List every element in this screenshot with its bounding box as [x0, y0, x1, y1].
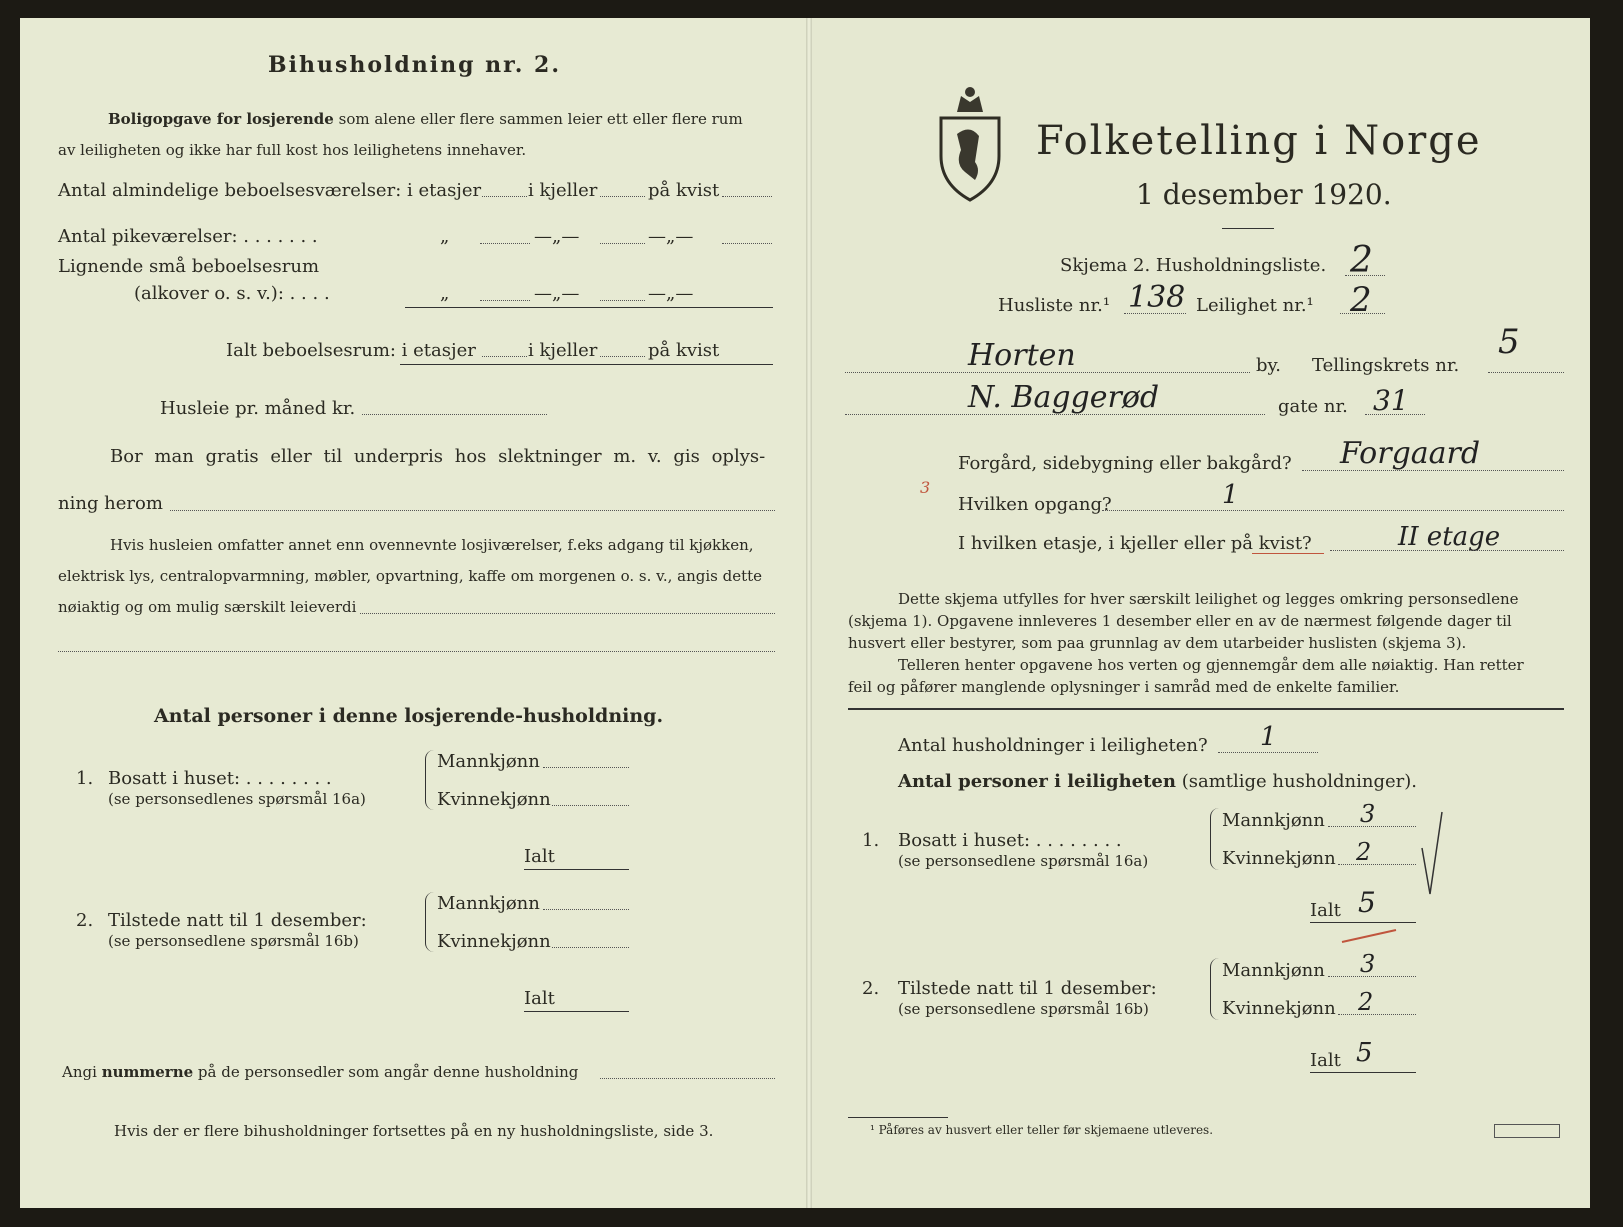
- pike-ditto-3: —„—: [648, 226, 694, 247]
- right-item2-sub: (se personsedlene spørsmål 16b): [898, 1000, 1149, 1018]
- left-item1-mann: Mannkjønn: [437, 751, 540, 772]
- left-item1-ialt: Ialt: [524, 846, 555, 867]
- footnote: ¹ Påføres av husvert eller teller før skjemaene utleveres.: [870, 1123, 1214, 1137]
- left-heading: Bihusholdning nr. 2.: [268, 52, 561, 78]
- skjema-label: Skjema 2. Husholdningsliste.: [1060, 255, 1327, 276]
- persons-heading-right: Antal personer i leiligheten (samtlige husholdninger).: [898, 771, 1418, 792]
- pike-question: Antal pikeværelser: . . . . . . .: [58, 226, 318, 247]
- forgard-value: Forgaard: [1340, 436, 1481, 471]
- angi-line: Angi nummerne på de personsedler som angår denne husholdning: [62, 1063, 579, 1081]
- left-item1-kvinne-line: [552, 805, 629, 806]
- etasje-question: I hvilken etasje, i kjeller eller på kvist?: [958, 533, 1312, 554]
- etasje-value: II etage: [1398, 522, 1501, 552]
- lignende-ditto-3: —„—: [648, 283, 694, 304]
- left-item2-sub: (se personsedlene spørsmål 16b): [108, 932, 359, 950]
- husholdninger-question: Antal husholdninger i leiligheten?: [898, 735, 1208, 756]
- rooms-etasjer-line: [482, 196, 527, 197]
- note-line-2: elektrisk lys, centralopvarmning, møbler, opvartning, kaffe om morgenen o. s. v., angis dette: [58, 567, 763, 585]
- forgard-question: Forgård, sidebygning eller bakgård?: [958, 453, 1292, 474]
- rooms-question: Antal almindelige beboelsesværelser: i etasjer: [58, 180, 482, 201]
- lignende-line-1: [480, 300, 530, 301]
- info-line-3: husvert eller bestyrer, som paa grunnlag av dem utarbeider huslisten (skjema 3).: [848, 634, 1467, 652]
- krets-value: 5: [1498, 322, 1520, 362]
- right-item2-kvinne-line: [1338, 1014, 1416, 1015]
- right-item2-mann-line: [1328, 976, 1416, 977]
- husleie-line: [362, 414, 547, 415]
- opgang-question: Hvilken opgang?: [958, 494, 1112, 515]
- info-line-4: Telleren henter opgavene hos verten og gjennemgår dem alle nøiaktig. Han retter: [898, 656, 1524, 674]
- right-item2-ialt: Ialt: [1310, 1050, 1341, 1071]
- husleie-question: Husleie pr. måned kr.: [160, 398, 356, 419]
- etasje-line: [1330, 550, 1564, 551]
- husliste-line: [1124, 313, 1186, 314]
- by-line: [845, 372, 1250, 373]
- gate-line: [845, 414, 1265, 415]
- opgang-line: [1102, 510, 1564, 511]
- red-correction-mark: [1340, 926, 1400, 946]
- note-line-1: Hvis husleien omfatter annet enn ovennevnte losjiværelser, f.eks adgang til kjøkken,: [110, 536, 754, 554]
- pike-line-1: [480, 243, 530, 244]
- husholdninger-line: [1218, 752, 1318, 753]
- pike-line-2: [600, 243, 645, 244]
- left-item2-label: Tilstede natt til 1 desember:: [108, 910, 367, 931]
- right-item1-kvinne-value: 2: [1356, 838, 1372, 866]
- left-item2-mann-line: [543, 909, 629, 910]
- right-item2-kvinne-value: 2: [1358, 988, 1374, 1016]
- right-item1-ialt-value: 5: [1358, 886, 1376, 919]
- left-item1-label: Bosatt i huset: . . . . . . . .: [108, 768, 332, 789]
- title-rule: [1222, 228, 1274, 229]
- leilighet-label: Leilighet nr.¹: [1196, 295, 1314, 316]
- husliste-value: 138: [1128, 280, 1186, 315]
- right-item2-label: Tilstede natt til 1 desember:: [898, 978, 1157, 999]
- skjema-line: [1345, 275, 1385, 276]
- footnote-rule: [848, 1117, 948, 1118]
- by-label: by.: [1256, 355, 1282, 376]
- lignende-ditto: „: [440, 283, 450, 304]
- etasje-red-underline: [1252, 553, 1324, 554]
- right-item1-kvinne: Kvinnekjønn: [1222, 848, 1336, 869]
- right-item1-ialt: Ialt: [1310, 900, 1341, 921]
- intro-line-2: av leiligheten og ikke har full kost hos leilighetens innehaver.: [58, 141, 527, 159]
- right-item2-mann: Mannkjønn: [1222, 960, 1325, 981]
- census-title: Folketelling i Norge: [1036, 118, 1482, 164]
- opgang-value: 1: [1222, 480, 1239, 510]
- check-mark: [1418, 808, 1448, 898]
- right-item2-ialt-line: [1310, 1072, 1416, 1073]
- right-item1-brace: [1210, 808, 1219, 870]
- krets-line: [1488, 372, 1564, 373]
- right-item1-label: Bosatt i huset: . . . . . . . .: [898, 830, 1122, 851]
- right-item2-ialt-value: 5: [1356, 1038, 1373, 1068]
- right-item1-sub: (se personsedlene spørsmål 16a): [898, 852, 1149, 870]
- lignende-question-1: Lignende små beboelsesrum: [58, 256, 320, 277]
- left-item2-brace: [425, 892, 434, 952]
- right-item1-number: 1.: [862, 830, 880, 851]
- info-line-1: Dette skjema utfylles for hver særskilt leilighet og legges omkring personsedlene: [898, 590, 1519, 608]
- info-line-2: (skjema 1). Opgavene innleveres 1 desember eller en av de nærmest følgende dager til: [848, 612, 1512, 630]
- gratis-line-2: ning herom: [58, 493, 163, 514]
- lignende-ditto-2: —„—: [534, 283, 580, 304]
- census-date: 1 desember 1920.: [1136, 178, 1392, 211]
- info-line-5: feil og påfører manglende oplysninger i samråd med de enkelte familier.: [848, 678, 1400, 696]
- coat-of-arms-icon: [935, 84, 1005, 204]
- pike-line-3: [722, 243, 772, 244]
- ialt-kvist-label: på kvist: [648, 340, 720, 361]
- gate-nr-value: 31: [1373, 384, 1409, 417]
- left-item2-ialt-line: [524, 1011, 629, 1012]
- ialt-kjeller-label: i kjeller: [528, 340, 598, 361]
- rooms-kjeller-line: [600, 196, 645, 197]
- lignende-line-2: [600, 300, 645, 301]
- gate-nr-line: [1365, 414, 1425, 415]
- rooms-kvist-line: [722, 196, 772, 197]
- gratis-line-1: Bor man gratis eller til underpris hos slektninger m. v. gis oplys-: [110, 446, 766, 467]
- right-item1-mann-value: 3: [1360, 800, 1376, 828]
- right-item2-kvinne: Kvinnekjønn: [1222, 998, 1336, 1019]
- left-item1-ialt-line: [524, 869, 629, 870]
- ialt-etasjer-line: [482, 356, 527, 357]
- angi-fill-line: [600, 1078, 775, 1079]
- forgard-line: [1302, 470, 1564, 471]
- intro-line-1: Boligopgave for losjerende som alene eller flere sammen leier ett eller flere rum: [108, 110, 743, 128]
- page-fold: [806, 18, 812, 1208]
- left-item1-kvinne: Kvinnekjønn: [437, 789, 551, 810]
- left-item2-number: 2.: [76, 910, 94, 931]
- left-item2-kvinne-line: [552, 947, 629, 948]
- right-item2-mann-value: 3: [1360, 950, 1376, 978]
- pike-ditto-2: —„—: [534, 226, 580, 247]
- by-value: Horten: [968, 338, 1076, 373]
- left-item1-sub: (se personsedlenes spørsmål 16a): [108, 790, 366, 808]
- gate-value: N. Baggerød: [968, 380, 1160, 415]
- rooms-kvist-label: på kvist: [648, 180, 720, 201]
- skjema-value: 2: [1350, 240, 1373, 281]
- husholdninger-value: 1: [1260, 722, 1277, 752]
- right-item1-mann-line: [1328, 826, 1416, 827]
- ialt-underline: [400, 364, 773, 365]
- ialt-kjeller-line: [600, 356, 645, 357]
- rooms-kjeller-label: i kjeller: [528, 180, 598, 201]
- gate-label: gate nr.: [1278, 396, 1348, 417]
- persons-heading-left: Antal personer i denne losjerende-husholdning.: [154, 705, 664, 727]
- left-item1-number: 1.: [76, 768, 94, 789]
- left-footer: Hvis der er flere bihusholdninger fortsettes på en ny husholdningsliste, side 3.: [114, 1122, 714, 1140]
- pike-ditto: „: [440, 226, 450, 247]
- left-item2-mann: Mannkjønn: [437, 893, 540, 914]
- ialt-rooms-question: Ialt beboelsesrum: i etasjer: [226, 340, 476, 361]
- lignende-question-2: (alkover o. s. v.): . . . .: [134, 283, 330, 304]
- left-item2-ialt: Ialt: [524, 988, 555, 1009]
- right-item1-kvinne-line: [1338, 864, 1416, 865]
- right-item1-ialt-line: [1310, 922, 1416, 923]
- note-extra-line: [58, 651, 775, 652]
- gratis-line: [170, 510, 775, 511]
- leilighet-line: [1340, 313, 1385, 314]
- info-rule: [848, 708, 1564, 710]
- leilighet-value: 2: [1350, 280, 1372, 320]
- right-item2-brace: [1210, 958, 1219, 1020]
- husliste-label: Husliste nr.¹: [998, 295, 1111, 316]
- left-item1-brace: [425, 750, 434, 810]
- left-item1-mann-line: [543, 767, 629, 768]
- note-line-3: nøiaktig og om mulig særskilt leieverdi: [58, 598, 357, 616]
- margin-mark: 3: [920, 478, 931, 497]
- right-item2-number: 2.: [862, 978, 880, 999]
- printer-stamp: [1494, 1124, 1560, 1138]
- krets-label: Tellingskrets nr.: [1312, 355, 1460, 376]
- left-item2-kvinne: Kvinnekjønn: [437, 931, 551, 952]
- lignende-underline: [405, 307, 773, 308]
- right-item1-mann: Mannkjønn: [1222, 810, 1325, 831]
- note-line: [360, 613, 775, 614]
